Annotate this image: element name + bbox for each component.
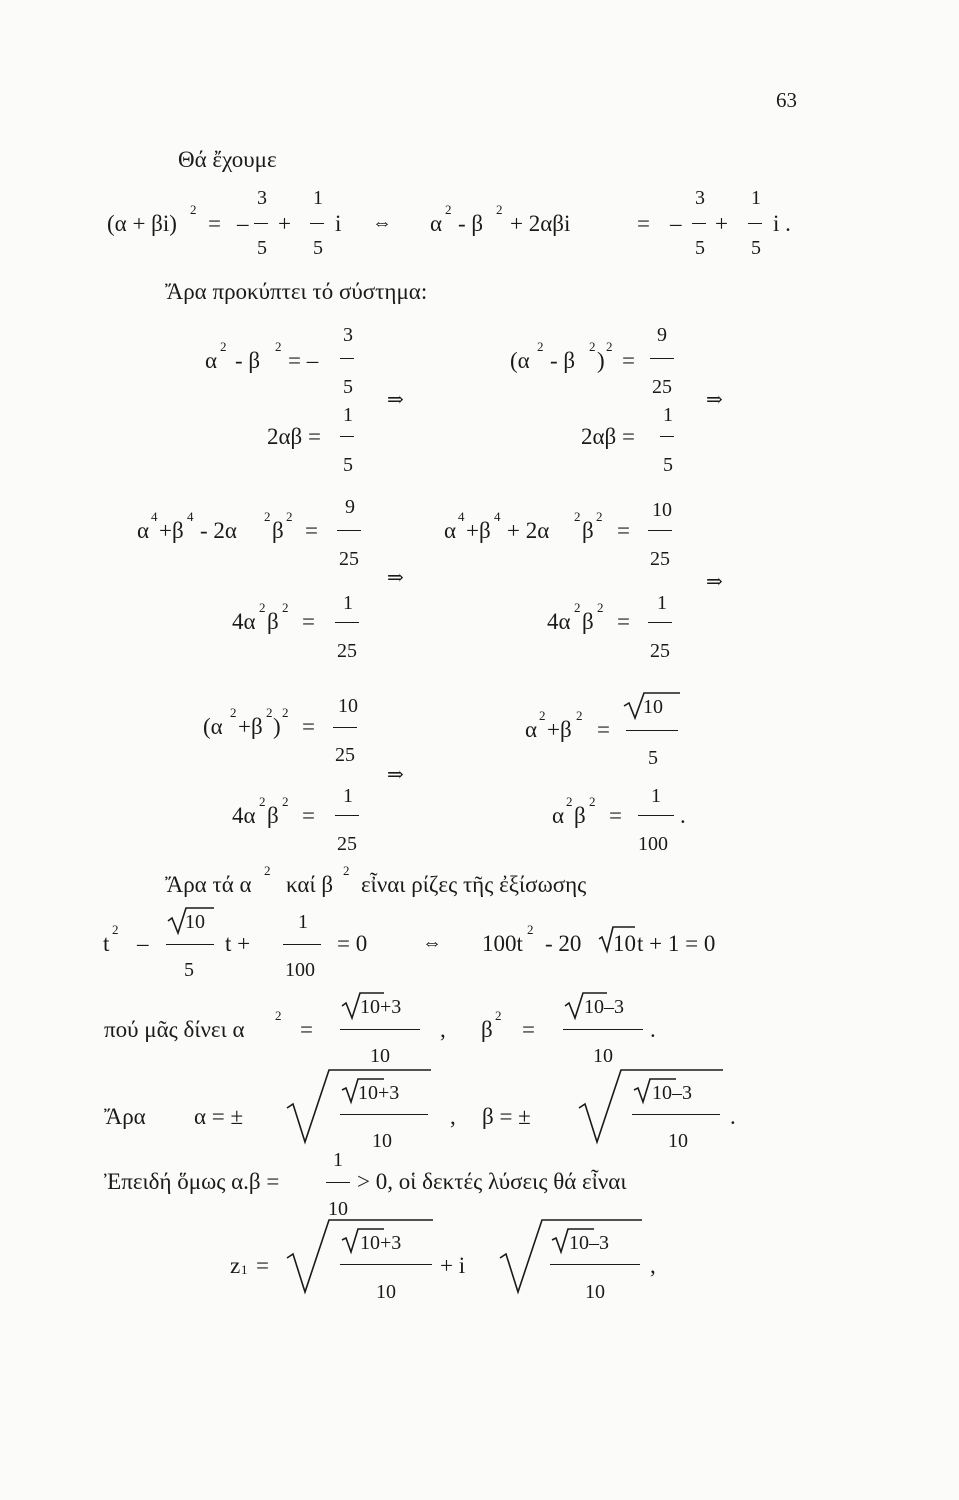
b2-r-b2-exp: 2: [596, 509, 603, 524]
gives-bar-a: [340, 1029, 420, 1030]
quad-t: t: [103, 931, 110, 956]
roots-intro-b-exp: 2: [343, 863, 350, 878]
eq1-minus-2: –: [670, 211, 682, 236]
gives-beta: β: [481, 1017, 493, 1042]
eq1-frac-bar-4: [748, 223, 762, 224]
ara-comma: ,: [450, 1104, 456, 1129]
b2-bar1: [337, 530, 361, 531]
b3-r2-bar: [638, 815, 674, 816]
b2-b2-exp: 2: [286, 509, 293, 524]
eq1-minus-beta: - β: [458, 211, 484, 236]
gives-den-b: 10: [593, 1045, 613, 1067]
b3-r2-beta: β: [574, 803, 586, 828]
quad-bar2: [283, 944, 321, 945]
b2-r-eq: =: [617, 518, 630, 543]
eq1-num3b: 3: [695, 187, 705, 209]
quad-d100: 100: [285, 959, 315, 981]
ara-den-b: 10: [668, 1130, 688, 1152]
roots-intro-c: εἶναι ρίζες τῆς ἐξίσωσης: [361, 872, 587, 897]
eq1-frac-bar-1: [254, 223, 268, 224]
implies-arrow-2: ⇒: [706, 389, 723, 411]
gives-label: πού μᾶς δίνει α: [104, 1017, 245, 1042]
z1-den-b: 10: [585, 1281, 605, 1303]
since-b: > 0, οἱ δεκτές λύσεις θά εἶναι: [357, 1169, 627, 1194]
eq1-beta-exp: 2: [496, 202, 503, 217]
b2-r-4a-exp: 2: [574, 600, 581, 615]
b3-4a-beta-exp: 2: [282, 794, 289, 809]
b3-sqrt10: 10: [643, 696, 663, 718]
z1-bar-b: [550, 1264, 640, 1265]
z1-plus-i: + i: [440, 1253, 466, 1278]
b1-r-2ab: 2αβ =: [581, 424, 635, 449]
b2-r-bar1: [648, 530, 672, 531]
ara-dot: .: [730, 1104, 736, 1129]
z1-eq: =: [256, 1253, 269, 1278]
b3-r-eq: =: [597, 717, 610, 742]
gives-alpha-exp: 2: [275, 1008, 282, 1023]
implies-arrow-5: ⇒: [387, 764, 404, 786]
b3-r2-beta-exp: 2: [589, 794, 596, 809]
gives-eq2: =: [522, 1017, 535, 1042]
b3-exp3: 2: [282, 705, 289, 720]
quad-iff-arrow: ⇔: [422, 932, 442, 954]
b1-n1: 1: [343, 404, 353, 426]
b2-beta: β: [272, 518, 284, 543]
b1-exp-b: 2: [275, 339, 282, 354]
gives-num-a: 10+3: [360, 996, 402, 1018]
b3-d25b: 25: [337, 833, 357, 855]
gives-comma: ,: [440, 1017, 446, 1042]
ara-num-b: 10–3: [652, 1082, 692, 1104]
b2-r-n10: 10: [652, 499, 672, 521]
b2-r-plus-beta: +β: [466, 518, 491, 543]
eq1-den5c: 5: [695, 237, 705, 259]
b2-d25: 25: [339, 548, 359, 570]
b3-r2-n1: 1: [651, 785, 661, 807]
b2-r-plus-2a: + 2α: [507, 518, 550, 543]
eq1-lhs: (α + βi): [107, 211, 177, 236]
quad-n1: 1: [298, 911, 308, 933]
b2-r-4a-beta-exp: 2: [597, 600, 604, 615]
eq1-equals-2: =: [637, 211, 650, 236]
eq1-i: i: [335, 211, 342, 236]
b3-r2-a: α: [552, 803, 565, 828]
b1-r-exp3: 2: [606, 339, 613, 354]
quad-t-exp: 2: [112, 922, 119, 937]
b3-plus-beta: +β: [238, 714, 263, 739]
quad-rhs-b: - 20: [545, 931, 582, 956]
b2-n9: 9: [345, 496, 355, 518]
since-bar: [326, 1182, 350, 1183]
b2-d25b: 25: [337, 640, 357, 662]
eq1-num1b: 1: [751, 187, 761, 209]
implies-arrow-1: ⇒: [387, 389, 404, 411]
eq1-alpha-exp: 2: [445, 202, 452, 217]
ara-alpha-eq: α = ±: [194, 1104, 244, 1129]
quad-minus: –: [137, 931, 149, 956]
gives-num-b: 10–3: [584, 996, 624, 1018]
b1-n3: 3: [343, 324, 353, 346]
b3-r-a: α: [525, 717, 538, 742]
b2-a2-exp: 2: [264, 509, 271, 524]
gives-eq: =: [300, 1017, 313, 1042]
eq1-minus: –: [237, 211, 249, 236]
b2-4a-beta: β: [267, 609, 279, 634]
quad-rhs-a: 100t: [482, 931, 523, 956]
eq1-den5: 5: [257, 237, 267, 259]
iff-arrow: ⇔: [372, 212, 392, 234]
z1-comma: ,: [650, 1253, 656, 1278]
b1-eq-minus: = –: [288, 348, 319, 373]
b2-4a-eq: =: [302, 609, 315, 634]
b1-minus-beta: - β: [235, 348, 261, 373]
b3-d25: 25: [335, 744, 355, 766]
b2-4a-beta-exp: 2: [282, 600, 289, 615]
b3-4a-eq: =: [302, 803, 315, 828]
z1-label: z: [230, 1253, 241, 1278]
gives-den-a: 10: [370, 1045, 390, 1067]
intro-text: Θά ἔχουμε: [178, 147, 277, 172]
b3-4a-exp: 2: [259, 794, 266, 809]
b1-bar2: [340, 436, 354, 437]
z1-den-a: 10: [376, 1281, 396, 1303]
roots-intro-b: καί β: [286, 872, 334, 897]
ara-den-a: 10: [372, 1130, 392, 1152]
eq1-lhs-exp: 2: [190, 202, 197, 217]
b1-r-bar1: [650, 358, 674, 359]
b3-exp2: 2: [266, 705, 273, 720]
eq1-frac-bar-2: [310, 223, 324, 224]
b1-r-d25: 25: [652, 376, 672, 398]
b2-r-d25: 25: [650, 548, 670, 570]
roots-intro-a: Ἄρα τά α: [165, 872, 252, 897]
since-d10: 10: [328, 1198, 348, 1220]
ara-num-a: 10+3: [358, 1082, 400, 1104]
b1-r-close: ): [597, 348, 605, 373]
roots-intro-a-exp: 2: [264, 863, 271, 878]
system-intro: Ἄρα προκύπτει τό σύστημα:: [165, 279, 428, 304]
b1-exp-a: 2: [220, 339, 227, 354]
since-a: Ἐπειδή ὅμως α.β =: [104, 1169, 280, 1194]
b1-d5: 5: [343, 376, 353, 398]
quad-rhs-a-exp: 2: [527, 922, 534, 937]
b2-r-b-exp: 4: [494, 509, 501, 524]
b1-2ab: 2αβ =: [267, 424, 321, 449]
b2-r-a2-exp: 2: [574, 509, 581, 524]
gives-bar-b: [563, 1029, 643, 1030]
z1-sub: 1: [241, 1262, 248, 1277]
b1-r-exp1: 2: [537, 339, 544, 354]
b2-4a: 4α: [232, 609, 256, 634]
quad-t-plus: t +: [225, 931, 251, 956]
b1-r-n1: 1: [663, 404, 673, 426]
eq1-den5b: 5: [313, 237, 323, 259]
ara-bar-a: [340, 1114, 428, 1115]
b3-r2-dot: .: [680, 803, 686, 828]
b1-r-eq: =: [622, 348, 635, 373]
b1-r-minus-beta: - β: [550, 348, 576, 373]
ara-bar-b: [632, 1114, 720, 1115]
b3-bar2: [335, 815, 359, 816]
b1-d5b: 5: [343, 454, 353, 476]
eq1-plus-2: +: [715, 211, 728, 236]
gives-beta-exp: 2: [495, 1008, 502, 1023]
b3-n10: 10: [338, 695, 358, 717]
b3-r2-eq: =: [609, 803, 622, 828]
b1-r-n9: 9: [657, 324, 667, 346]
ara-beta-eq: β = ±: [482, 1104, 531, 1129]
b3-n1: 1: [343, 785, 353, 807]
b3-r2-a-exp: 2: [566, 794, 573, 809]
ara-label: Ἄρα: [104, 1104, 146, 1129]
eq1-equals: =: [208, 211, 221, 236]
b2-r-d25b: 25: [650, 640, 670, 662]
page-number: 63: [776, 88, 797, 112]
quad-bar1: [166, 944, 214, 945]
b1-r-paren-alpha: (α: [510, 348, 530, 373]
b2-r-bar2: [648, 622, 672, 623]
z1-num-b: 10–3: [569, 1232, 609, 1254]
quad-d5: 5: [184, 959, 194, 981]
eq1-i-end: i .: [773, 211, 791, 236]
since-n1: 1: [333, 1149, 343, 1171]
eq1-num1: 1: [313, 187, 323, 209]
b2-4a-exp: 2: [259, 600, 266, 615]
b1-r-exp2: 2: [589, 339, 596, 354]
b3-r-a-exp: 2: [539, 708, 546, 723]
z1-num-a: 10+3: [360, 1232, 402, 1254]
b2-r-4a-beta: β: [582, 609, 594, 634]
b2-a-exp: 4: [151, 509, 158, 524]
b3-eq: =: [302, 714, 315, 739]
b3-4a-beta: β: [267, 803, 279, 828]
eq1-alpha: α: [430, 211, 443, 236]
b2-minus-2a: - 2α: [200, 518, 237, 543]
quad-eq0: = 0: [337, 931, 368, 956]
implies-arrow-4: ⇒: [706, 571, 723, 593]
quad-sqrt10: 10: [185, 911, 205, 933]
eq1-plus-2abi: + 2αβi: [510, 211, 571, 236]
b3-4a: 4α: [232, 803, 256, 828]
eq1-den5d: 5: [751, 237, 761, 259]
b3-r-bar1: [626, 730, 678, 731]
quad-rhs-sq: 10: [613, 931, 636, 956]
b1-alpha: α: [205, 348, 218, 373]
b2-r-n1: 1: [657, 592, 667, 614]
b3-r-plus-beta: +β: [547, 717, 572, 742]
b2-b-exp: 4: [187, 509, 194, 524]
b3-close: ): [273, 714, 281, 739]
b2-r-4a-eq: =: [617, 609, 630, 634]
b1-r-d5: 5: [663, 454, 673, 476]
b2-r-a: α: [444, 518, 457, 543]
z1-bar-a: [340, 1264, 432, 1265]
b2-a: α: [137, 518, 150, 543]
b1-bar1: [340, 358, 354, 359]
b2-eq: =: [305, 518, 318, 543]
b3-bar1: [333, 727, 357, 728]
b3-r-d5: 5: [648, 747, 658, 769]
b3-r2-d100: 100: [638, 833, 668, 855]
b2-n1: 1: [343, 592, 353, 614]
implies-arrow-3: ⇒: [387, 567, 404, 589]
quad-rhs-c: t + 1 = 0: [637, 931, 716, 956]
gives-dot: .: [650, 1017, 656, 1042]
b2-r-4a: 4α: [547, 609, 571, 634]
b1-r-bar2: [660, 436, 674, 437]
eq1-frac-bar-3: [692, 223, 706, 224]
b2-bar2: [335, 622, 359, 623]
eq1-plus: +: [278, 211, 291, 236]
b3-paren-a: (α: [203, 714, 223, 739]
eq1-num3: 3: [257, 187, 267, 209]
b2-r-beta: β: [582, 518, 594, 543]
b2-r-a-exp: 4: [458, 509, 465, 524]
b2-plus-beta: +β: [159, 518, 184, 543]
b3-exp1: 2: [230, 705, 237, 720]
b3-r-b-exp: 2: [576, 708, 583, 723]
